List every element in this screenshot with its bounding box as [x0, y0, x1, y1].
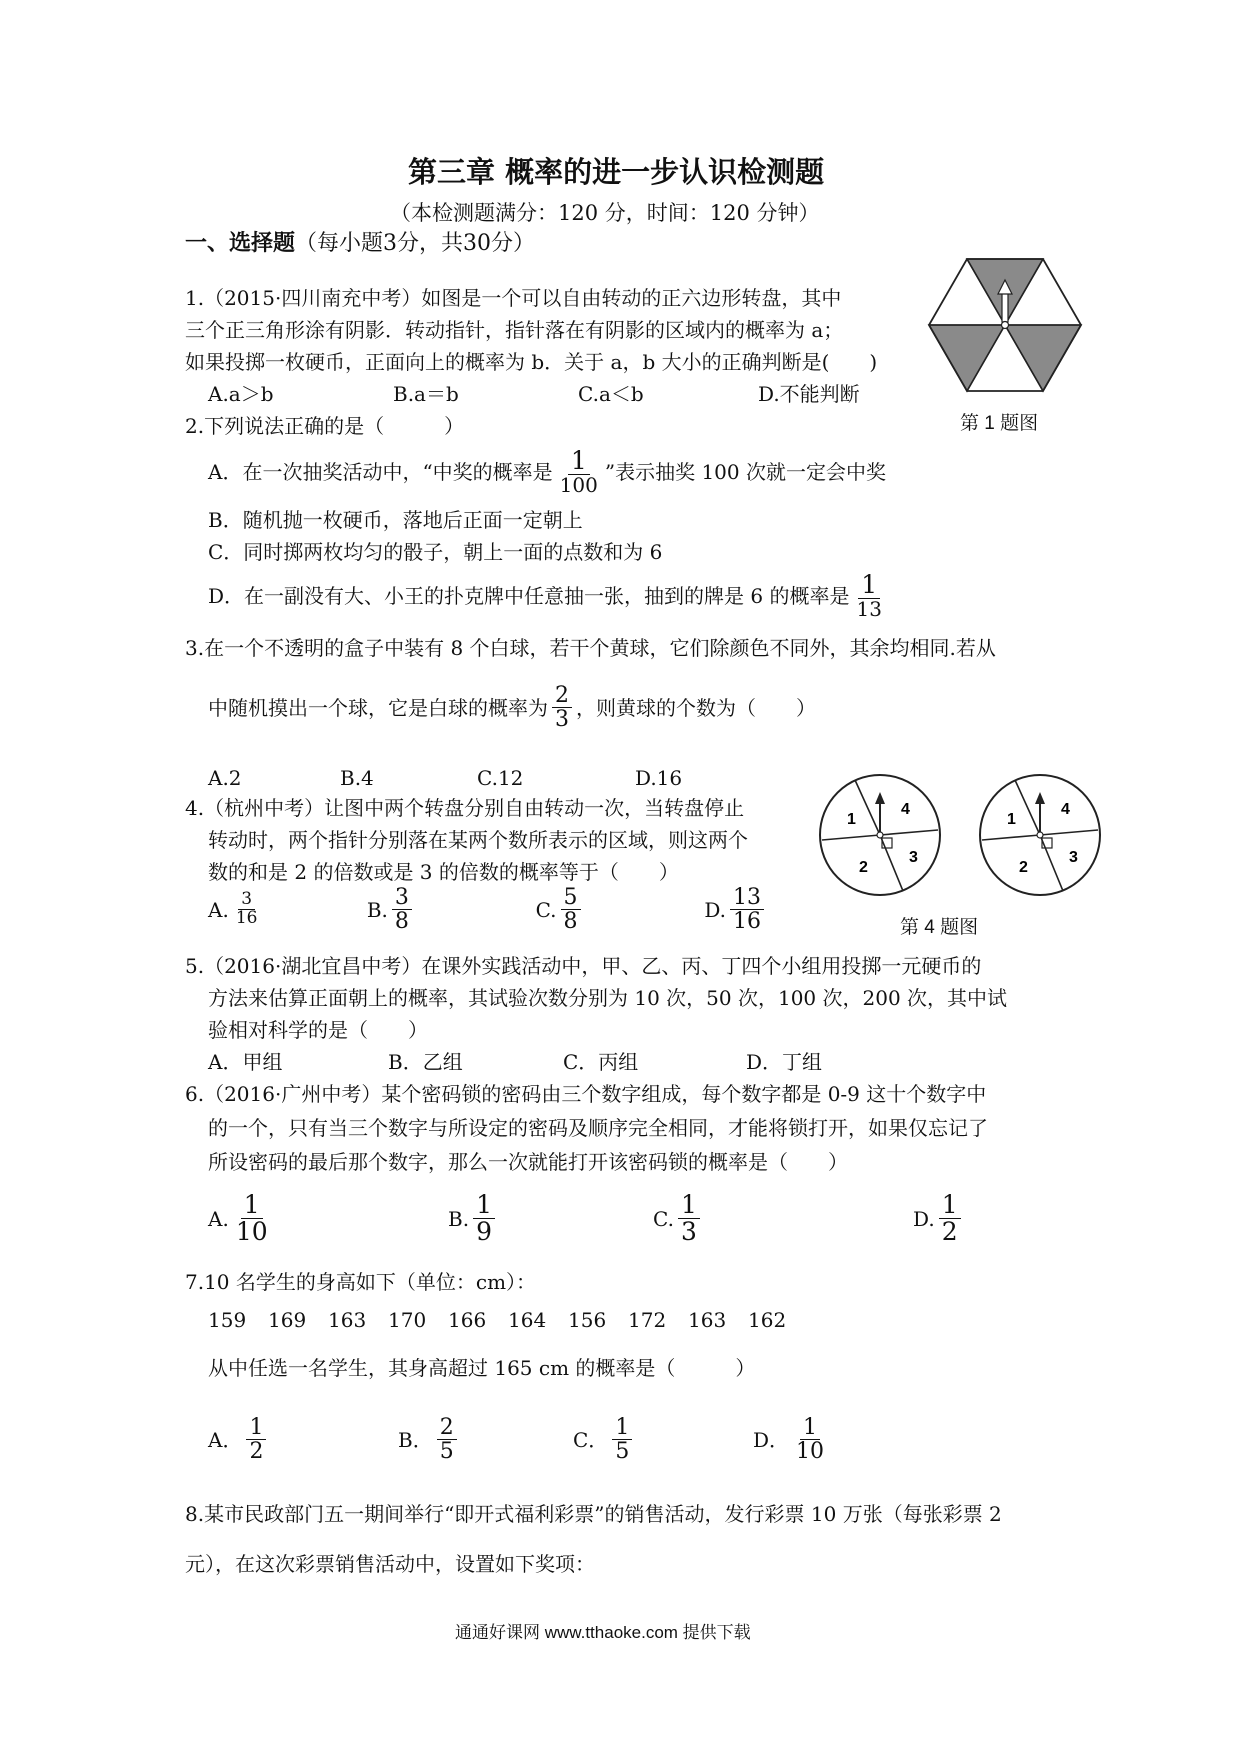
- q5-option-d: D．丁组: [746, 1050, 823, 1074]
- q5-line2: 方法来估算正面朝上的概率，其试验次数分别为 10 次，50 次，100 次，200 次，其中试: [208, 986, 1008, 1010]
- spinner-right-label-1: 1: [1007, 811, 1016, 828]
- q5-line1: 5.（2016·湖北宜昌中考）在课外实践活动中，甲、乙、丙、丁四个小组用投掷一元硬币的: [185, 954, 982, 978]
- q7-question: 从中任选一名学生，其身高超过 165 cm 的概率是（ ）: [208, 1356, 756, 1380]
- spinner-right: [980, 775, 1100, 895]
- section-note: （每小题3分，共30分）: [295, 231, 536, 256]
- height-value: 163: [688, 1308, 727, 1332]
- height-value: 162: [748, 1308, 787, 1332]
- q6-line2: 的一个，只有当三个数字与所设定的密码及顺序完全相同，才能将锁打开，如果仅忘记了: [208, 1116, 988, 1140]
- q4-option-d: D. $\frac{13}{16}$: [704, 886, 768, 933]
- spinner-left-label-2: 2: [859, 859, 868, 876]
- q6-options: [208, 1192, 965, 1246]
- q4-line3: 数的和是 2 的倍数或是 3 的倍数的概率等于（ ）: [208, 860, 679, 884]
- height-value: 159: [208, 1308, 247, 1332]
- section-header: [185, 226, 535, 257]
- q1-option-a: A.a＞b: [208, 382, 274, 406]
- q7-option-d: D． $\frac{1}{10}$: [753, 1415, 825, 1465]
- q3-option-d: D.16: [635, 766, 683, 790]
- q6-option-c: C. $\frac{1}{3}$: [653, 1192, 913, 1246]
- height-value: 163: [328, 1308, 367, 1332]
- q4-option-a: A. $\frac{3}{16}$: [208, 889, 258, 929]
- page-title: 第三章 概率的进一步认识检测题: [408, 155, 825, 189]
- q4-options: [208, 886, 768, 933]
- q4-option-c: C. $\frac{5}{8}$: [536, 886, 705, 933]
- q3-line2-text: 中随机摸出一个球，它是白球的概率为: [208, 695, 548, 720]
- height-value: 172: [628, 1308, 667, 1332]
- spinner-right-label-3: 3: [1069, 849, 1078, 866]
- q7-stem: 7.10 名学生的身高如下（单位：cm）：: [185, 1270, 537, 1294]
- two-spinners-figure: [815, 770, 1115, 900]
- q3-option-c: C.12: [477, 766, 524, 790]
- q2-option-c: C．同时掷两枚均匀的骰子，朝上一面的点数和为 6: [208, 540, 663, 564]
- q7-options: [208, 1416, 831, 1463]
- q5-option-b: B．乙组: [388, 1050, 463, 1074]
- q2-stem: 2.下列说法正确的是（ ）: [185, 414, 465, 438]
- q1-figure-caption: 第 1 题图: [960, 413, 1039, 434]
- q6-line1: 6.（2016·广州中考）某个密码锁的密码由三个数字组成，每个数字都是 0-9 这十个数字中: [185, 1082, 987, 1106]
- height-value: 156: [568, 1308, 607, 1332]
- q3-option-b: B.4: [340, 766, 374, 790]
- hexagon-spinner-figure: [920, 250, 1090, 400]
- q2-option-a: [208, 448, 886, 496]
- q8-line1: 8.某市民政部门五一期间举行“即开式福利彩票”的销售活动，发行彩票 10 万张（每张彩票 2: [185, 1502, 1002, 1526]
- spinner-left: [820, 775, 940, 895]
- q1-line1: 1.（2015·四川南充中考）如图是一个可以自由转动的正六边形转盘，其中: [185, 286, 842, 310]
- q4-option-b: B. $\frac{3}{8}$: [367, 886, 536, 933]
- q1-option-b: B.a＝b: [393, 382, 459, 406]
- height-value: 170: [388, 1308, 427, 1332]
- q3-line2: [208, 684, 816, 731]
- q5-line3: 验相对科学的是（ ）: [208, 1018, 428, 1042]
- q1-line3: 如果投掷一枚硬币，正面向上的概率为 b．关于 a，b 大小的正确判断是( ): [185, 350, 878, 374]
- shaded-triangle-right: [1005, 325, 1081, 391]
- q1-option-d: D.不能判断: [758, 382, 860, 406]
- q7-option-a: A． $\frac{1}{2}$: [208, 1416, 398, 1463]
- q4-line2: 转动时，两个指针分别落在某两个数所表示的区域，则这两个: [208, 828, 748, 852]
- q2-option-d-text: D．在一副没有大、小王的扑克牌中任意抽一张，抽到的牌是 6 的概率是: [208, 584, 850, 609]
- q3-line2-text2: ，则黄球的个数为（ ）: [576, 695, 816, 720]
- q1-option-c: C.a＜b: [578, 382, 644, 406]
- q2-option-a-text2: ”表示抽奖 100 次就一定会中奖: [604, 460, 886, 485]
- q6-option-d: D. $\frac{1}{2}$: [913, 1192, 965, 1246]
- q5-option-c: C．丙组: [563, 1050, 639, 1074]
- q7-option-c: C． $\frac{1}{5}$: [573, 1416, 753, 1463]
- page-subtitle: （本检测题满分：120 分，时间：120 分钟）: [390, 201, 820, 225]
- q2-option-d-fraction: $\frac{1}{13}$: [856, 570, 882, 622]
- q3-option-a: A.2: [208, 766, 242, 790]
- spinner-left-label-1: 1: [847, 811, 856, 828]
- q2-option-b: B．随机抛一枚硬币，落地后正面一定朝上: [208, 508, 583, 532]
- q6-option-b: B. $\frac{1}{9}$: [448, 1192, 653, 1246]
- q4-figure-caption: 第 4 题图: [900, 917, 979, 938]
- height-value: 166: [448, 1308, 487, 1332]
- spinner-right-label-2: 2: [1019, 859, 1028, 876]
- q1-line2: 三个正三角形涂有阴影．转动指针，指针落在有阴影的区域内的概率为 a；: [185, 318, 844, 342]
- height-value: 169: [268, 1308, 307, 1332]
- q3-fraction: $\frac{2}{3}$: [552, 684, 572, 731]
- spinner-right-label-4: 4: [1061, 801, 1070, 818]
- q8-line2: 元），在这次彩票销售活动中，设置如下奖项：: [185, 1552, 595, 1576]
- spinner-left-label-4: 4: [901, 801, 910, 818]
- q2-option-d: [208, 572, 889, 620]
- page-footer: 通通好课网 www.tthaoke.com 提供下载: [455, 1623, 751, 1642]
- q4-line1: 4.（杭州中考）让图中两个转盘分别自由转动一次，当转盘停止: [185, 796, 745, 820]
- q6-option-a: A. $\frac{1}{10}$: [208, 1190, 268, 1247]
- q2-option-a-fraction: $\frac{1}{100}$: [559, 446, 598, 498]
- shaded-triangle-left: [929, 325, 1005, 391]
- q6-line3: 所设密码的最后那个数字，那么一次就能打开该密码锁的概率是（ ）: [208, 1150, 848, 1174]
- height-value: 164: [508, 1308, 547, 1332]
- section-name: 一、选择题: [185, 231, 296, 256]
- q7-heights-list: [208, 1306, 808, 1334]
- q2-option-a-text: A．在一次抽奖活动中，“中奖的概率是: [208, 460, 553, 485]
- spinner-left-label-3: 3: [909, 849, 918, 866]
- q3-line1: 3.在一个不透明的盒子中装有 8 个白球，若干个黄球，它们除颜色不同外，其余均相同.若从: [185, 636, 996, 660]
- q5-option-a: A．甲组: [208, 1050, 283, 1074]
- q7-option-b: B． $\frac{2}{5}$: [398, 1416, 573, 1463]
